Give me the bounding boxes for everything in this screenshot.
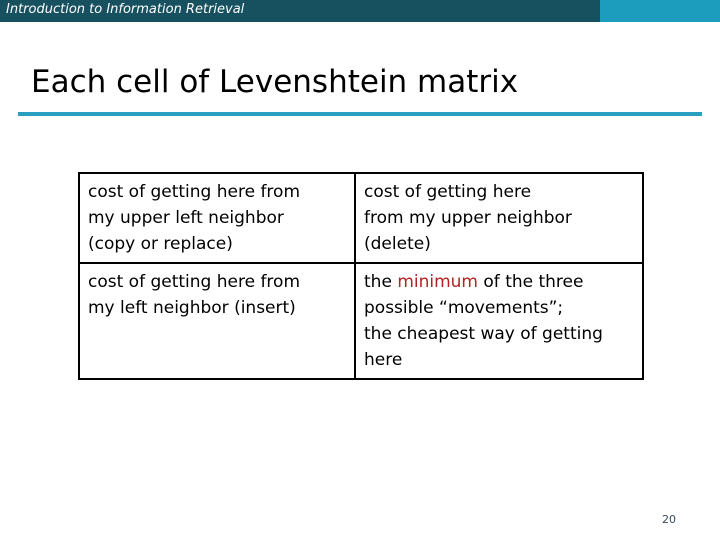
cell-text-line: my upper left neighbor: [88, 208, 284, 228]
course-title: Introduction to Information Retrieval: [6, 2, 245, 17]
slide-title: Each cell of Levenshtein matrix: [31, 64, 519, 100]
highlighted-word: minimum: [397, 272, 478, 292]
cell-text-line: cost of getting here: [364, 182, 532, 202]
table-row: [79, 263, 643, 379]
cell-text-line: possible “movements”;: [364, 298, 564, 318]
cell-text-line: [364, 269, 634, 295]
cell-text-line: cost of getting here from: [88, 182, 301, 202]
title-underline: [18, 112, 702, 116]
cell-upper-left: [79, 173, 355, 263]
page-number: 20: [662, 513, 676, 526]
cell-text-line: (copy or replace): [88, 234, 233, 254]
cell-upper-right: [355, 173, 643, 263]
cell-text-line: the cheapest way of getting: [364, 324, 603, 344]
text-prefix: the: [364, 272, 398, 292]
header-accent-block: [600, 0, 720, 22]
text-suffix: of the three: [478, 272, 584, 292]
cell-lower-left: [79, 263, 355, 379]
cell-lower-right: [355, 263, 643, 379]
cell-text-line: (delete): [364, 234, 431, 254]
cell-text-line: here: [364, 350, 403, 370]
levenshtein-cell-table: [78, 172, 644, 380]
cell-text-line: cost of getting here from: [88, 272, 301, 292]
header-bar: [0, 0, 720, 22]
table-row: [79, 173, 643, 263]
cell-text-line: my left neighbor (insert): [88, 298, 296, 318]
cell-text-line: from my upper neighbor: [364, 208, 572, 228]
